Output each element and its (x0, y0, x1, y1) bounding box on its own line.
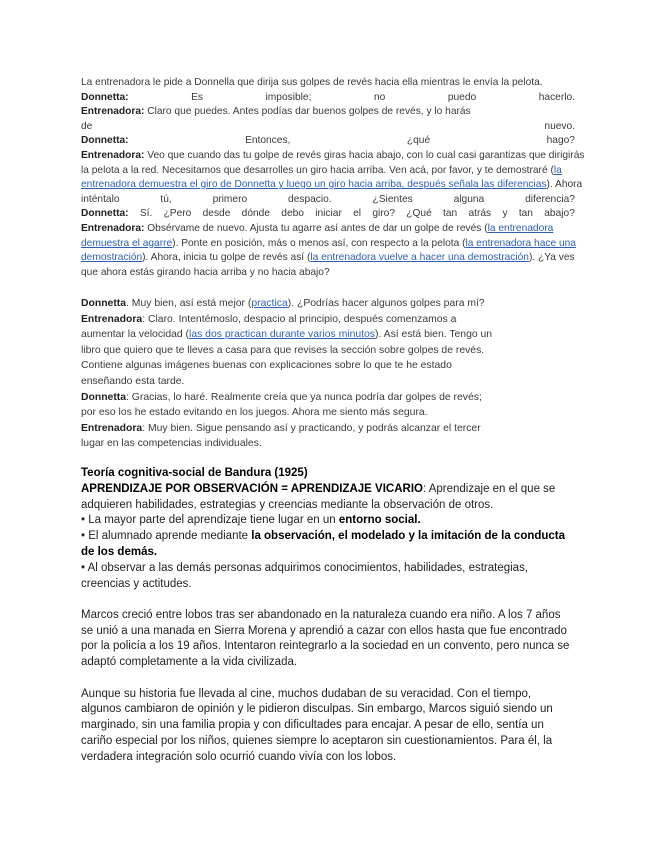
document-body (81, 466, 575, 766)
word: alguna (453, 193, 485, 205)
word: primero (212, 193, 248, 205)
word: desde (202, 208, 231, 220)
dialog-line: que ahora estás girando hacia arriba y no hacia abajo? (81, 266, 330, 278)
paragraph-line: Aunque su historia fue llevada al cine, muchos dudaban de su veracidad. Con el tiempo, (81, 687, 532, 700)
stage-direction-link[interactable]: la entrenadora (487, 222, 554, 234)
dialog-text: ). Ahora, inicia tu golpe de revés así ( (142, 252, 311, 264)
dialog-line (81, 134, 575, 149)
word: puedo (447, 91, 477, 103)
word: nuevo. (544, 120, 575, 132)
dialog-line (81, 296, 575, 312)
dialog-text: : Gracias, lo haré. Realmente creía que ya nunca podría dar golpes de revés; (126, 391, 482, 403)
paragraph-line: adaptó completamente a la vida civilizada. (81, 656, 298, 669)
word: debo (281, 208, 304, 220)
bullet-continuation: de los demás. (81, 545, 158, 558)
word: atrás (468, 208, 492, 220)
dialog-block-1 (81, 76, 585, 280)
dialog-block-2 (81, 296, 575, 452)
stage-direction-link[interactable]: las dos practican durante varios minutos (189, 329, 375, 341)
bullet-text: • La mayor parte del aprendizaje tiene lugar en un (81, 514, 339, 527)
word: de (81, 120, 93, 132)
dialog-line: libro que quiero que te lleves a casa para que revises la sección sobre golpes de revés. (81, 344, 485, 356)
paragraph-line: Marcos creció entre lobos tras ser abandonado en la naturaleza cuando era niño. A los 7 años (81, 608, 561, 621)
paragraph-line: verdadera integración solo ocurrió cuando vivía con los lobos. (81, 750, 397, 763)
dialog-line (81, 149, 585, 164)
paragraph-line: se unió a una manada en Sierra Morena y aprendió a cazar con ellos hasta que fue encontrado (81, 624, 567, 637)
dialog-line (81, 193, 575, 208)
word: ¿Qué (406, 208, 432, 220)
bullet-text: • El alumnado aprende mediante (81, 530, 252, 543)
dialog-line (81, 327, 575, 343)
dialog-line: Contiene algunas imágenes buenas con explicaciones sobre lo que te he estado (81, 360, 452, 372)
dialog-line (81, 178, 583, 193)
dialog-text: Claro que puedes. Antes podías dar buenos golpes de revés, y lo harás (147, 106, 471, 118)
paragraph-line: cariño especial por los niños, quienes siempre lo aceptaron sin cuestionamientos. Para él, la (81, 734, 553, 747)
word: y (502, 208, 508, 220)
speaker-label: Entrenadora: (81, 106, 145, 118)
definition-line: adquieren habilidades, estrategias y creencias mediante la observación de otros. (81, 498, 494, 511)
word: iniciar (315, 208, 342, 220)
word: ¿Pero (163, 208, 192, 220)
dialog-line (81, 222, 575, 237)
stage-direction-link[interactable]: demostración (81, 252, 143, 264)
word: el (353, 208, 362, 220)
word: Sí. (139, 208, 153, 220)
dialog-line (81, 164, 575, 179)
dialog-text: aumentar la velocidad ( (81, 329, 190, 341)
dialog-text: : Muy bien. Sigue pensando así y practicando, y podrás alcanzar el tercer (142, 422, 481, 434)
section-title: Teoría cognitiva-social de Bandura (1925) (81, 467, 308, 479)
dialog-text: ). Así está bien. Tengo un (375, 329, 493, 341)
dialog-text: . Muy bien, así está mejor ( (126, 298, 252, 309)
bullet-emphasis: entorno social. (338, 514, 421, 527)
paragraph-story (81, 687, 575, 766)
stage-direction-link[interactable]: la entrenadora vuelve a hacer una demostración (310, 252, 529, 264)
dialog-line (81, 105, 575, 120)
speaker-label: Entrenadora: (81, 222, 145, 234)
speaker-label: Donnetta (81, 391, 127, 403)
dialog-line (81, 237, 575, 252)
bullet-emphasis: la observación, el modelado y la imitación de la conducta (251, 530, 566, 543)
dialog-line (81, 312, 575, 328)
word: Entonces, (245, 135, 291, 147)
dialog-text: la pelota a la red. Necesitamos que desarrolles un giro hacia arriba. Ven acá, por favor, y te demostraré ( (81, 164, 554, 176)
stage-direction-link[interactable]: practica (251, 298, 288, 309)
bullet-item (81, 513, 575, 529)
dialog-line: lugar en las competencias individuales. (81, 438, 262, 450)
dialog-line (81, 421, 575, 437)
dialog-text: Obsérvame de nuevo. Ajusta tu agarre así antes de dar un golpe de revés ( (147, 222, 488, 234)
dialog-line: La entrenadora le pide a Donnella que dirija sus golpes de revés hacia ella mientras le envía la pelota. (81, 77, 543, 88)
word: imposible; (265, 91, 312, 103)
word: dónde (241, 208, 270, 220)
word: tan (443, 208, 458, 220)
dialog-text: ). ¿Podrías hacer algunos golpes para mí? (287, 298, 485, 309)
word: despacio. (288, 193, 332, 205)
word: Es (191, 91, 203, 103)
dialog-line (81, 120, 575, 135)
dialog-line (81, 390, 575, 406)
dialog-line (81, 251, 575, 266)
definition-line (81, 482, 575, 498)
dialog-text: : Claro. Intentémoslo, despacio al principio, después comenzamos a (142, 313, 457, 325)
word: tan (518, 208, 533, 220)
stage-direction-link[interactable]: entrenadora demuestra el giro de Donnetta y luego un giro hacia arriba, después señala las diferencias (81, 179, 547, 191)
word: diferencia? (525, 193, 575, 205)
word: no (373, 91, 386, 103)
stage-direction-link[interactable]: la entrenadora hace una (465, 237, 576, 249)
dialog-line: por eso los he estado evitando en los juegos. Ahora me siento más segura. (81, 407, 428, 419)
paragraph-line: por la policía a los 19 años. Intentaron reintegrarlo a la sociedad en un convento, pero nunca se (81, 640, 570, 653)
word: giro? (372, 208, 395, 220)
speaker-label: Donnetta: (81, 135, 129, 147)
dialog-text: Veo que cuando das tu golpe de revés giras hacia abajo, con lo cual casi garantizas que dirigirás (147, 149, 585, 161)
stage-direction-link[interactable]: la (553, 164, 562, 176)
bullet-item: • Al observar a las demás personas adquirimos conocimientos, habilidades, estrategias, (81, 561, 529, 574)
bullet-item (81, 529, 575, 545)
speaker-label: Entrenadora (81, 422, 143, 434)
word: inténtalo (81, 193, 120, 205)
word: hago? (546, 135, 575, 147)
paragraph-line: algunos cambiaron de opinión y le pidieron disculpas. Sin embargo, Marcos siguió siendo un (81, 703, 553, 716)
dialog-line: enseñando esta tarde. (81, 375, 185, 387)
speaker-label: Entrenadora (81, 313, 143, 325)
word: hacerlo. (538, 91, 575, 103)
word: abajo? (544, 208, 575, 220)
paragraph-line: marginado, sin una familia propia y con dificultades para encajar. A pesar de ello, sentía un (81, 719, 544, 732)
dialog-text: ). ¿Ya ves (528, 252, 575, 264)
speaker-label: Donnetta: (81, 208, 129, 220)
word: ¿Sientes (372, 193, 413, 205)
stage-direction-link[interactable]: demuestra el agarre (81, 237, 173, 249)
bullet-continuation: creencias y actitudes. (81, 577, 192, 590)
speaker-label: Donnetta: (81, 91, 129, 103)
dialog-text: ). Ahora (546, 179, 583, 191)
word: tú, (160, 193, 172, 205)
word: ¿qué (406, 135, 431, 147)
dialog-text: ). Ponte en posición, más o menos así, con respecto a la pelota ( (172, 237, 466, 249)
definition-text: : Aprendizaje en el que se (422, 482, 556, 495)
definition-term: APRENDIZAJE POR OBSERVACIÓN = APRENDIZAJE VICARIO (81, 482, 423, 495)
speaker-label: Entrenadora: (81, 149, 145, 161)
paragraph-marcos (81, 608, 575, 671)
dialog-line (81, 207, 575, 222)
dialog-line (81, 91, 575, 106)
speaker-label: Donnetta (81, 298, 127, 309)
